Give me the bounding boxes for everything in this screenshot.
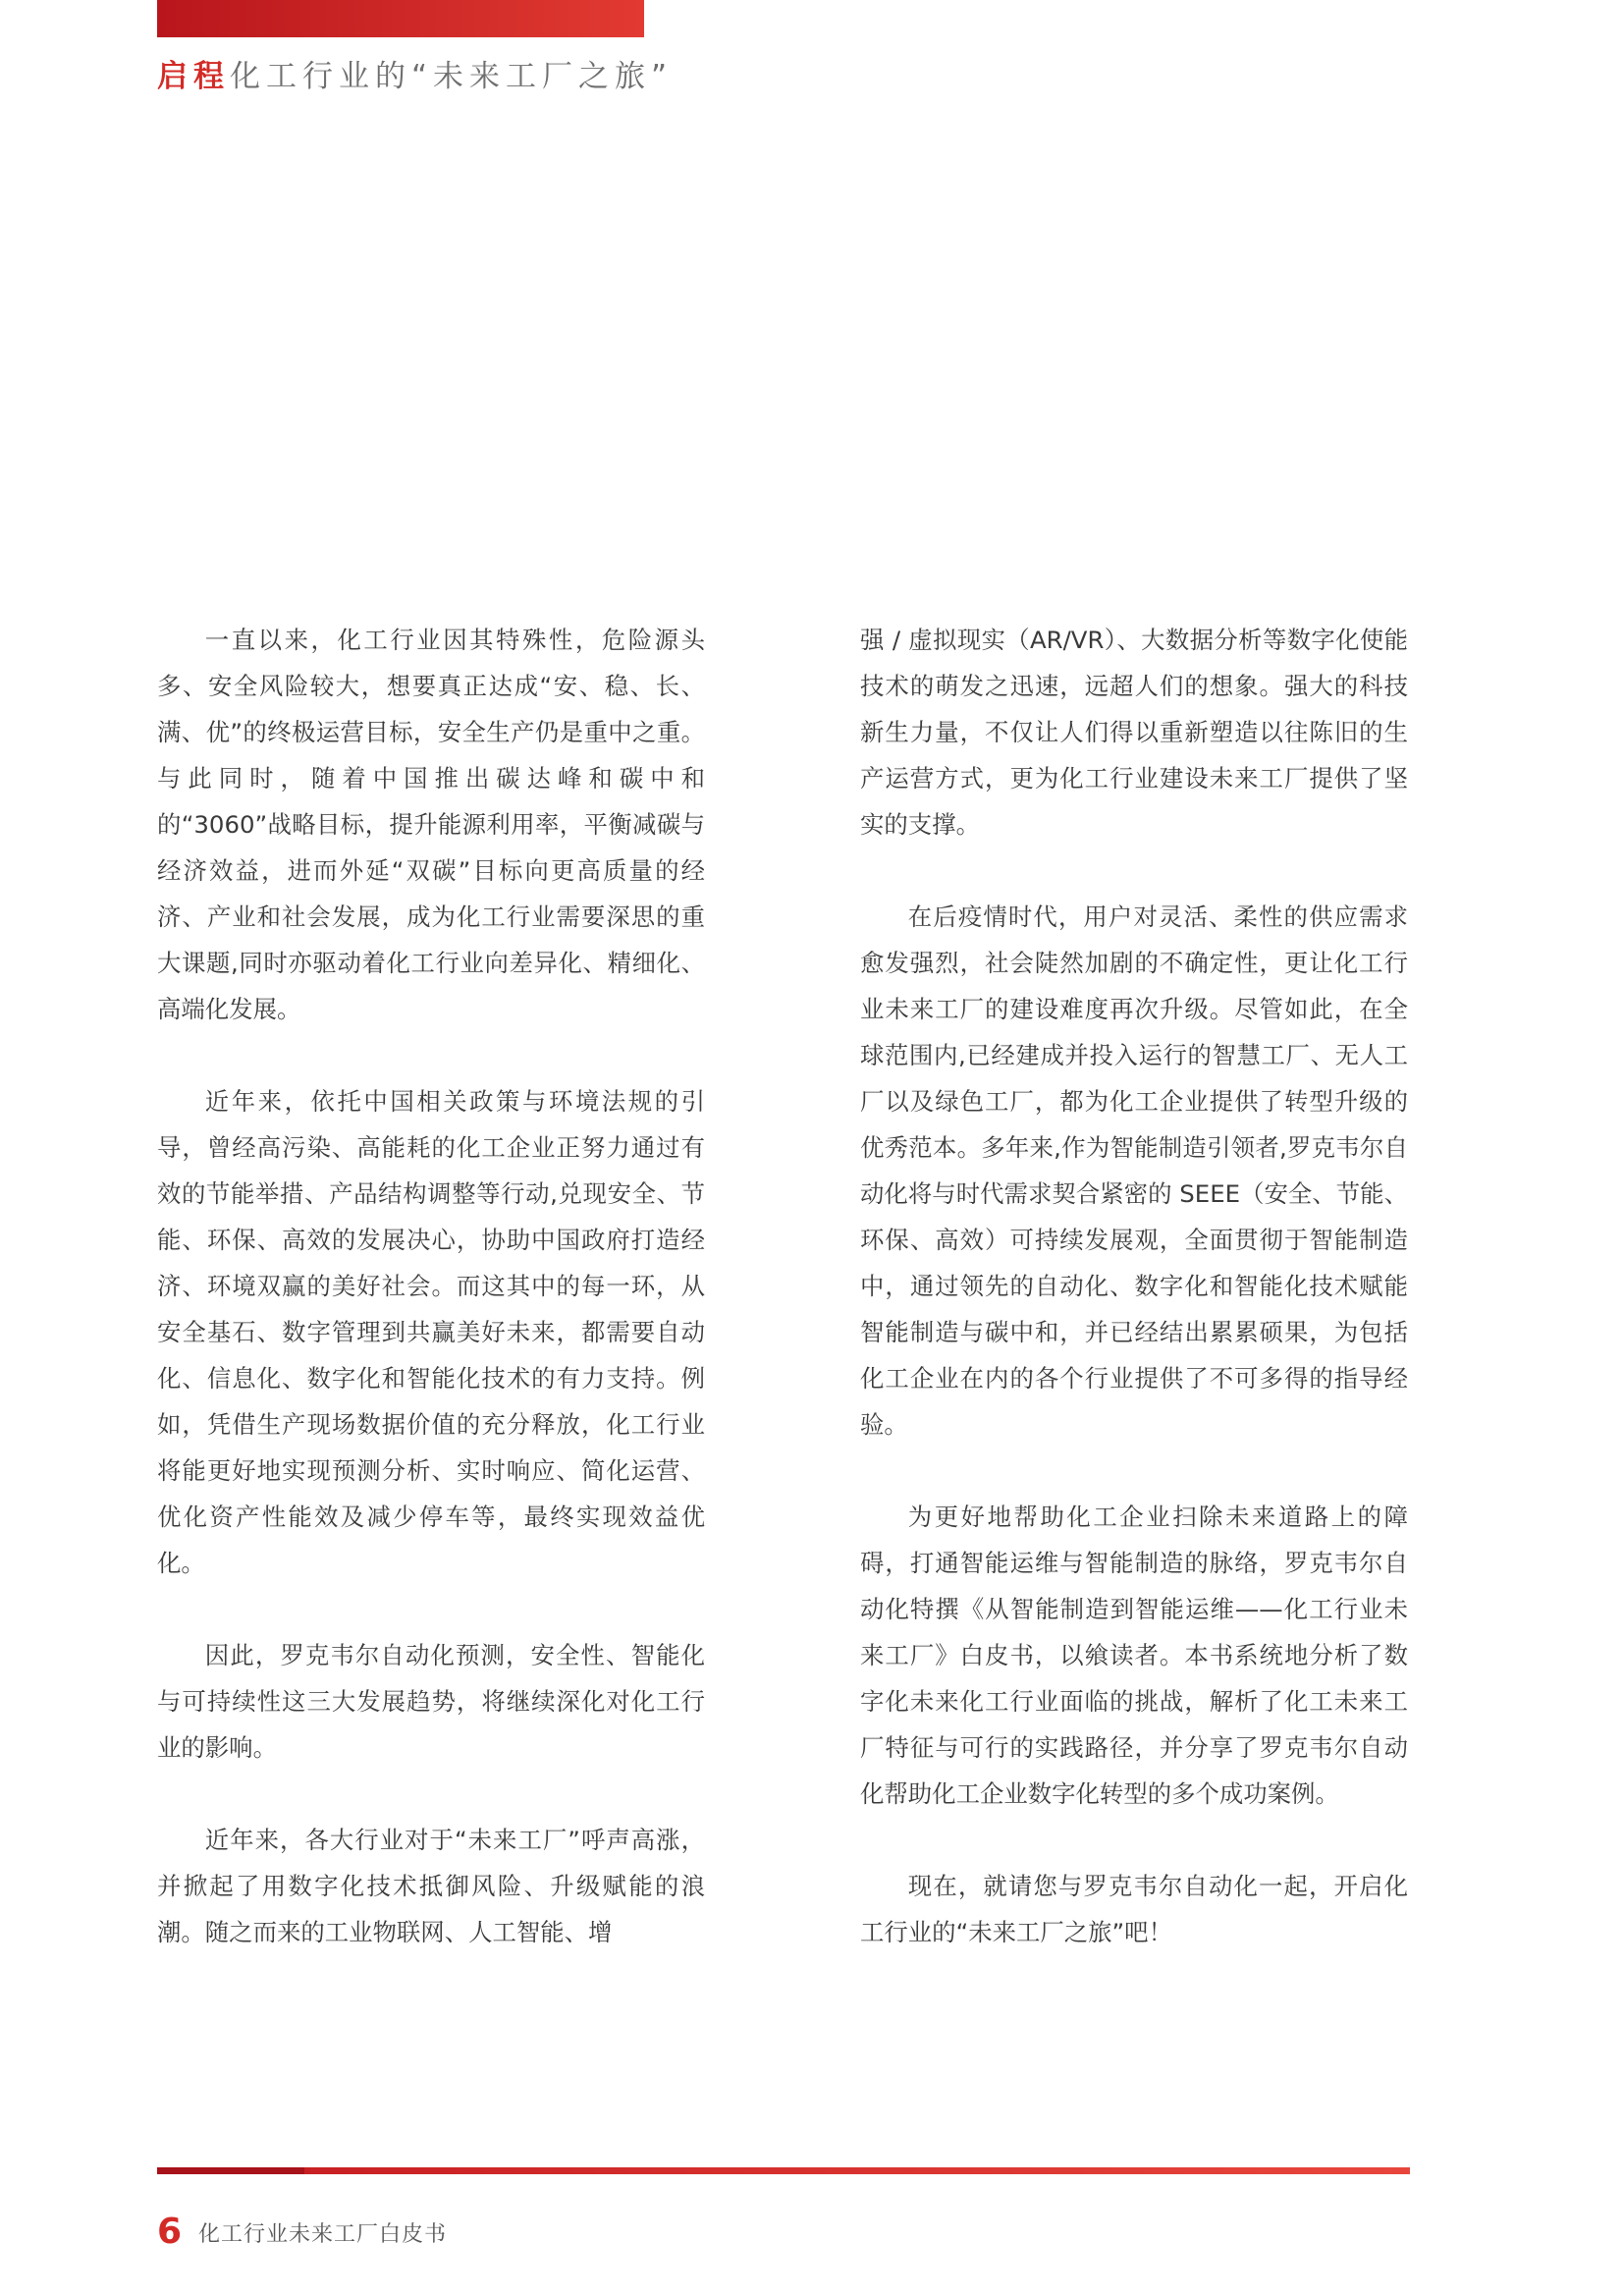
paragraph: 为更好地帮助化工企业扫除未来道路上的障碍，打通智能运维与智能制造的脉络，罗克韦尔自动化特撰《从智能制造到智能运维——化工行业未来工厂》白皮书，以飨读者。本书系统地分析了数字化未来化工行业面临的挑战，解析了化工未来工厂特征与可行的实践路径，并分享了罗克韦尔自动化帮助化工企业数字化转型的多个成功案例。 (860, 1503, 1408, 1808)
paragraph: 近年来，依托中国相关政策与环境法规的引导，曾经高污染、高能耗的化工企业正努力通过有效的节能举措、产品结构调整等行动,兑现安全、节能、环保、高效的发展决心，协助中国政府打造经济、环境双赢的美好社会。而这其中的每一环，从安全基石、数字管理到共赢美好未来，都需要自动化、信息化、数字化和智能化技术的有力支持。例如，凭借生产现场数据价值的充分释放，化工行业将能更好地实现预测分析、实时响应、简化运营、优化资产性能效及减少停车等，最终实现效益优化。 (157, 1087, 705, 1577)
paragraph-continuation: 强 / 虚拟现实（AR/VR）、大数据分析等数字化使能技术的萌发之迅速，远超人们的想象。强大的科技新生力量，不仅让人们得以重新塑造以往陈旧的生产运营方式，更为化工行业建设未来工厂提供了坚实的支撑。 (860, 626, 1408, 839)
running-header-title: 化工行业的“未来工厂之旅” (230, 59, 674, 94)
footer-rule (157, 2167, 1410, 2174)
paragraph: 现在，就请您与罗克韦尔自动化一起，开启化工行业的“未来工厂之旅”吧！ (860, 1872, 1408, 1946)
paragraph: 近年来，各大行业对于“未来工厂”呼声高涨，并掀起了用数字化技术抵御风险、升级赋能的浪潮。随之而来的工业物联网、人工智能、增 (157, 1826, 705, 1946)
footer-title: 化工行业未来工厂白皮书 (198, 2222, 448, 2247)
running-header-accent: 启程 (157, 59, 230, 94)
running-header (157, 51, 673, 95)
left-column (157, 617, 705, 2001)
page-number: 6 (157, 2212, 183, 2252)
paragraph: 一直以来，化工行业因其特殊性，危险源头多、安全风险较大，想要真正达成“安、稳、长、满、优”的终极运营目标，安全生产仍是重中之重。与此同时，随着中国推出碳达峰和碳中和的“3060”战略目标，提升能源利用率，平衡减碳与经济效益，进而外延“双碳”目标向更高质量的经济、产业和社会发展，成为化工行业需要深思的重大课题,同时亦驱动着化工行业向差异化、精细化、高端化发展。 (157, 626, 705, 1023)
footer-rule-accent (157, 2167, 304, 2174)
paragraph: 因此，罗克韦尔自动化预测，安全性、智能化与可持续性这三大发展趋势，将继续深化对化工行业的影响。 (157, 1641, 705, 1762)
right-column (860, 617, 1408, 2001)
header-color-bar (157, 0, 644, 37)
paragraph: 在后疫情时代，用户对灵活、柔性的供应需求愈发强烈，社会陡然加剧的不确定性，更让化工行业未来工厂的建设难度再次升级。尽管如此，在全球范围内,已经建成并投入运行的智慧工厂、无人工厂以及绿色工厂，都为化工企业提供了转型升级的优秀范本。多年来,作为智能制造引领者,罗克韦尔自动化将与时代需求契合紧密的 SEEE（安全、节能、环保、高效）可持续发展观，全面贯彻于智能制造中，通过领先的自动化、数字化和智能化技术赋能智能制造与碳中和，并已经结出累累硕果，为包括化工企业在内的各个行业提供了不可多得的指导经验。 (860, 902, 1408, 1439)
